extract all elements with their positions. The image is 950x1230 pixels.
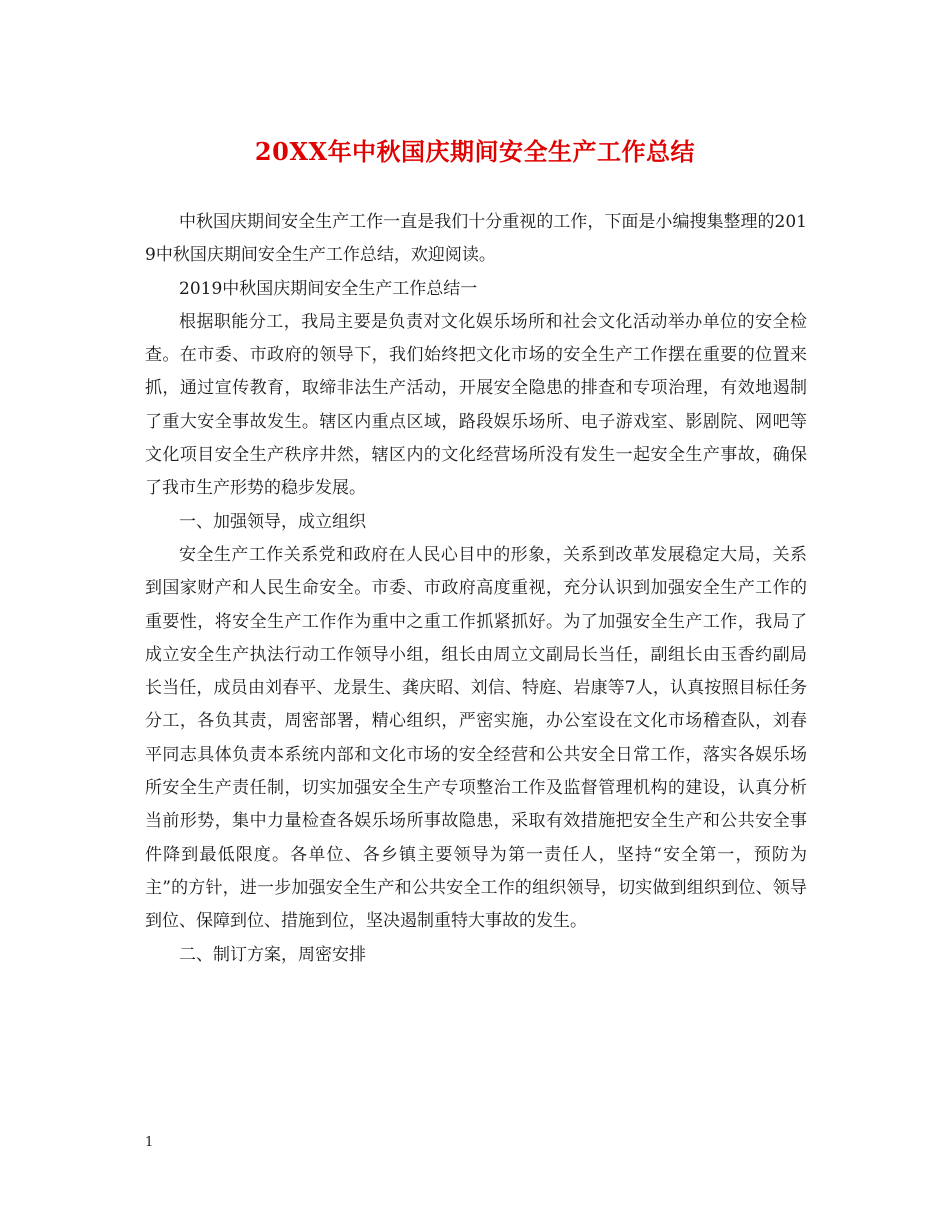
document-body <box>145 206 807 972</box>
paragraph-section-heading: 2019中秋国庆期间安全生产工作总结一 <box>179 278 478 299</box>
paragraph-intro: 中秋国庆期间安全生产工作一直是我们十分重视的工作，下面是小编搜集整理的2019中秋国庆期间安全生产工作总结，欢迎阅读。 <box>145 212 807 266</box>
paragraph-heading-one: 一、加强领导，成立组织 <box>179 511 366 532</box>
paragraph-heading-two: 二、制订方案，周密安排 <box>179 944 366 965</box>
paragraph-leadership: 安全生产工作关系党和政府在人民心目中的形象，关系到改革发展稳定大局，关系到国家财产和人民生命安全。市委、市政府高度重视，充分认识到加强安全生产工作的重要性，将安全生产工作作为重中之重工作抓紧抓好。为了加强安全生产工作，我局了成立安全生产执法行动工作领导小组，组长由周立文副局长当任，副组长由玉香约副局长当任，成员由刘春平、龙景生、龚庆昭、刘信、特庭、岩康等7人，认真按照目标任务分工，各负其责，周密部署，精心组织，严密实施，办公室设在文化市场稽查队，刘春平同志具体负责本系统内部和文化市场的安全经营和公共安全日常工作，落实各娱乐场所安全生产责任制，切实加强安全生产专项整治工作及监督管理机构的建设，认真分析当前形势，集中力量检查各娱乐场所事故隐患，采取有效措施把安全生产和公共安全事件降到最低限度。各单位、各乡镇主要领导为第一责任人，坚持“安全第一，预防为主”的方针，进一步加强安全生产和公共安全工作的组织领导，切实做到组织到位、领导到位、保障到位、措施到位，坚决遏制重特大事故的发生。 <box>145 544 807 932</box>
page-number: 1 <box>145 1135 154 1150</box>
document-title: 20XX年中秋国庆期间安全生产工作总结 <box>254 137 696 166</box>
paragraph-overview: 根据职能分工，我局主要是负责对文化娱乐场所和社会文化活动举办单位的安全检查。在市委、市政府的领导下，我们始终把文化市场的安全生产工作摆在重要的位置来抓，通过宣传教育，取缔非法生产活动，开展安全隐患的排查和专项治理，有效地遏制了重大安全事故发生。辖区内重点区域，路段娱乐场所、电子游戏室、影剧院、网吧等文化项目安全生产秩序井然，辖区内的文化经营场所没有发生一起安全生产事故，确保了我市生产形势的稳步发展。 <box>145 311 807 499</box>
